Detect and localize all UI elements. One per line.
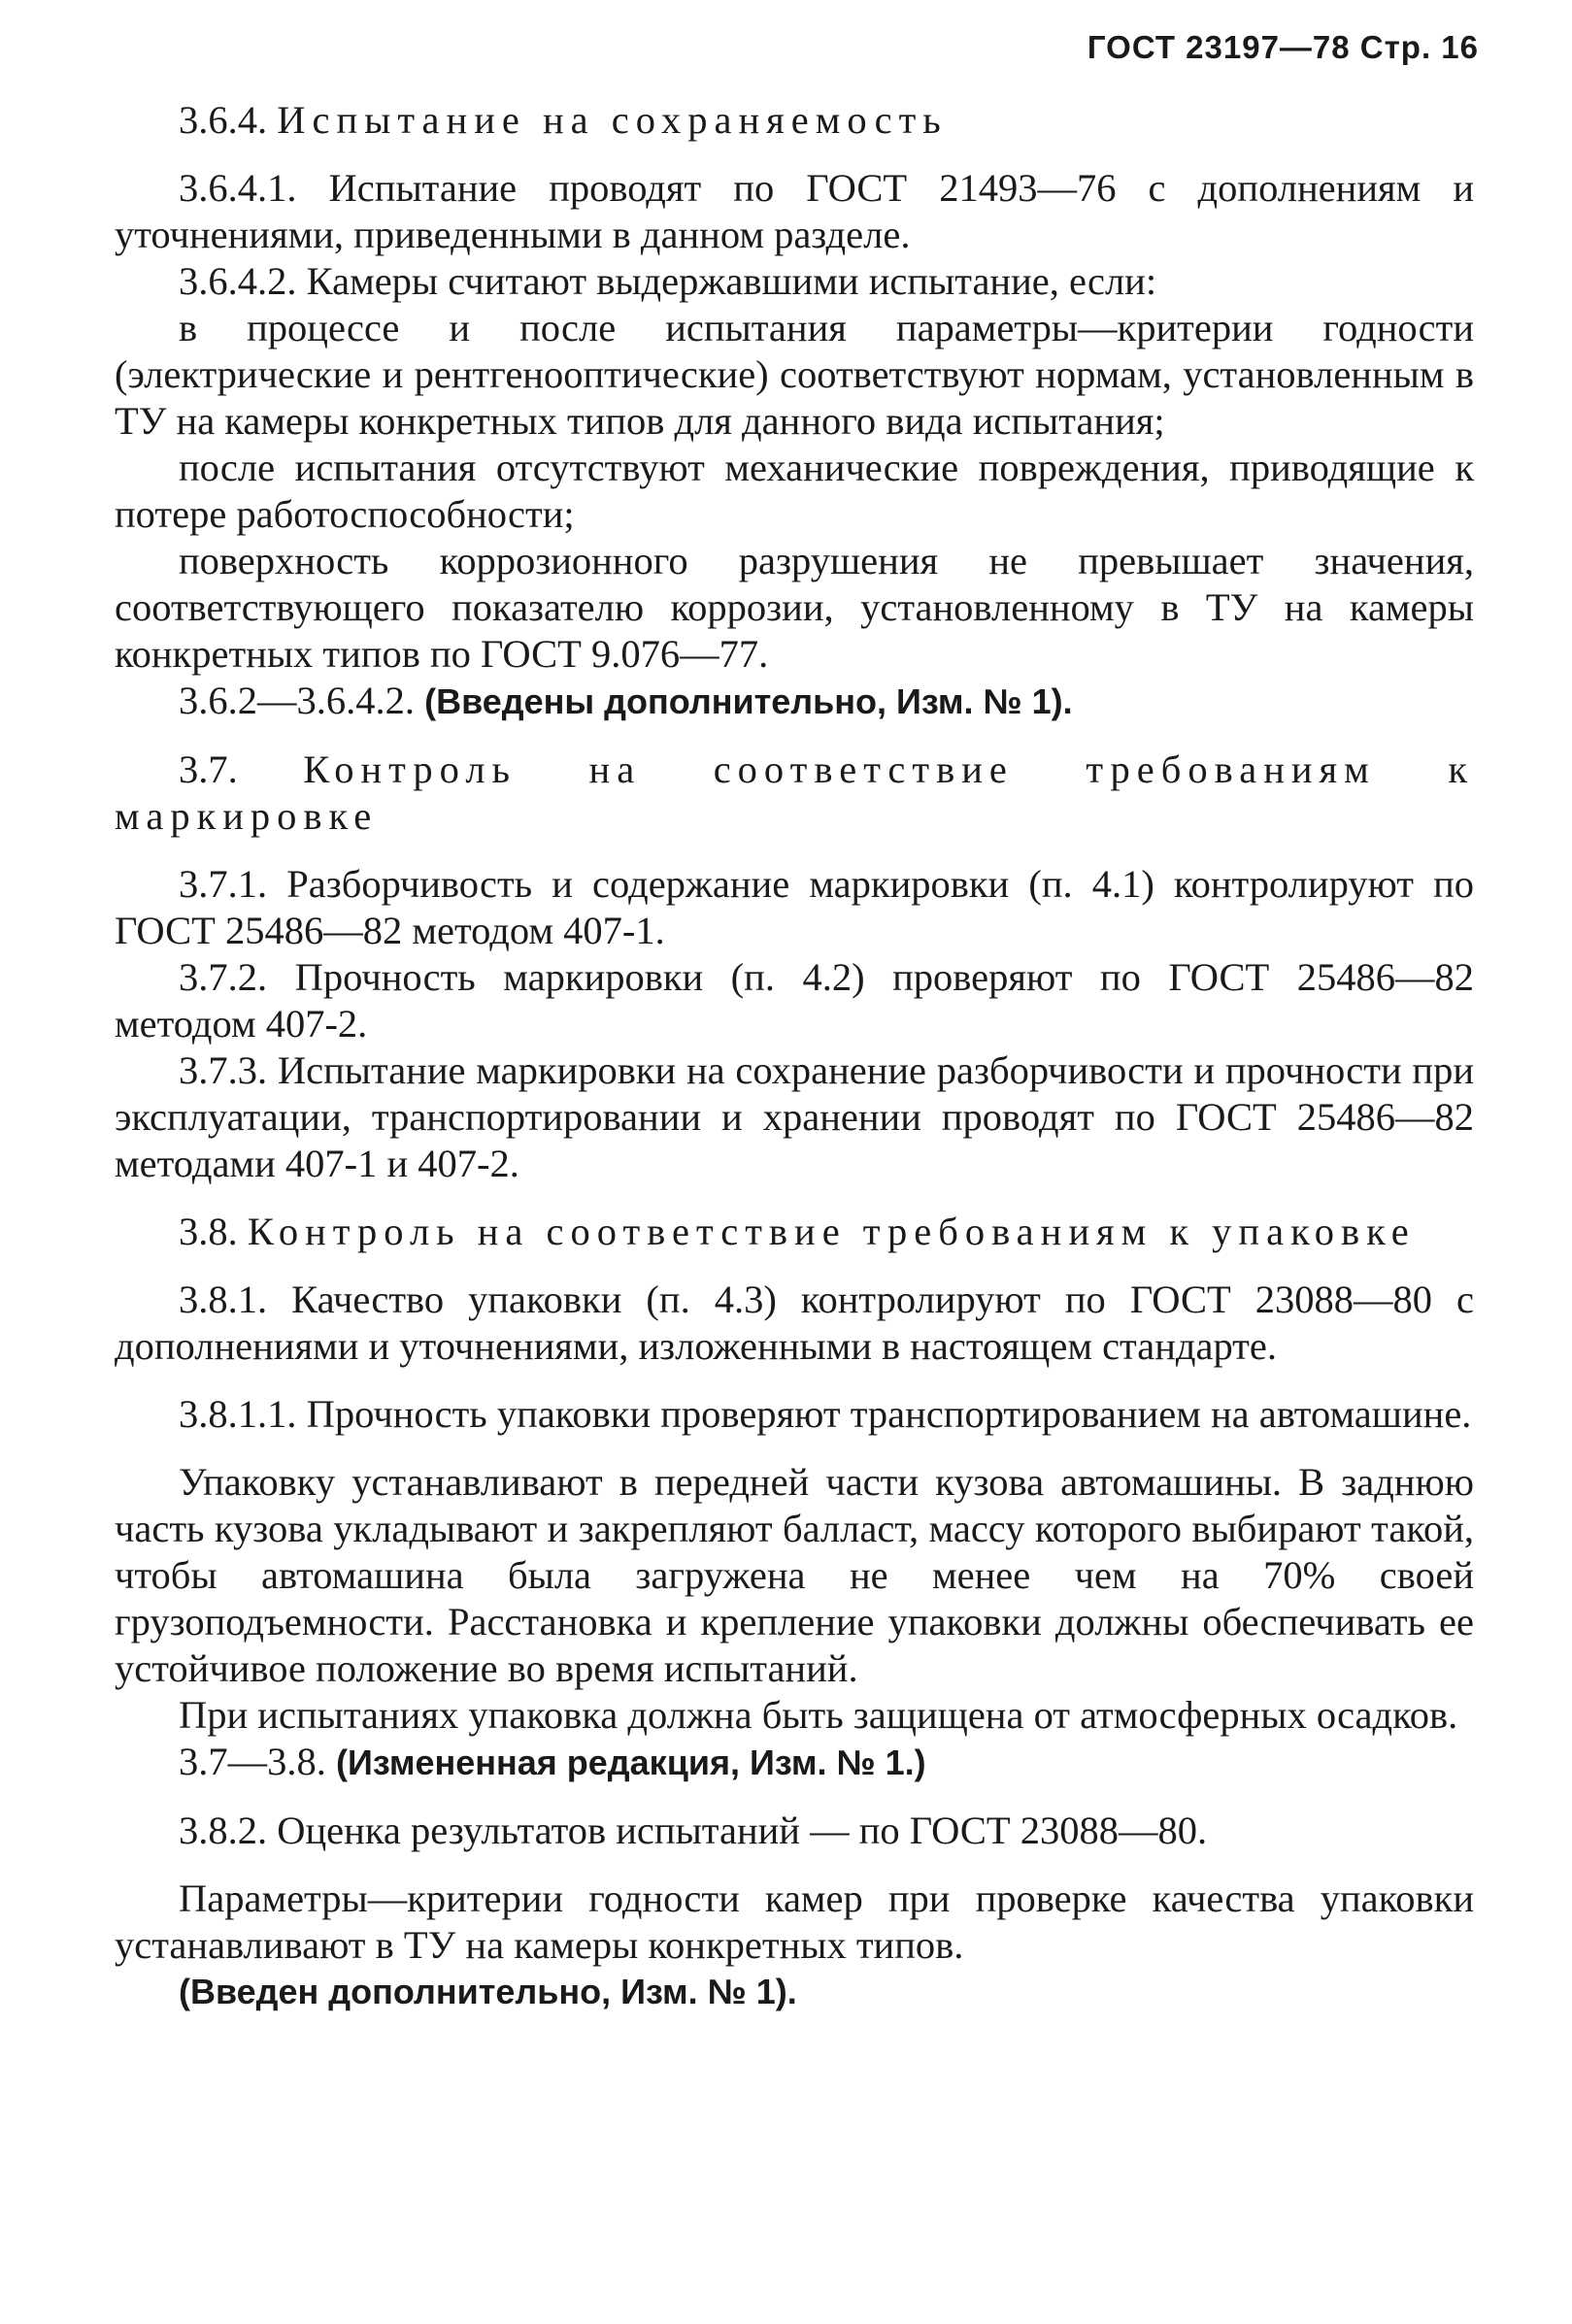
paragraph: Параметры—критерии годности камер при проверке качества упаковки устанавливают в ТУ на камеры конкретных типов.: [115, 1876, 1474, 1967]
section-heading-3-8: [115, 1209, 1474, 1255]
paragraph: При испытаниях упаковка должна быть защищена от атмосферных осадков.: [179, 1693, 1458, 1737]
section-heading-3-6-4: [115, 97, 1474, 144]
amendment-note: [115, 1739, 1474, 1786]
paragraph: 3.7.2. Прочность маркировки (п. 4.2) проверяют по ГОСТ 25486—82 методом 407-2.: [115, 955, 1474, 1046]
amendment-note: [115, 678, 1474, 725]
section-number: 3.7.: [179, 747, 238, 791]
document-body: [115, 97, 1474, 2015]
paragraph: 3.7.1. Разборчивость и содержание маркировки (п. 4.1) контролируют по ГОСТ 25486—82 методом 407-1.: [115, 862, 1474, 952]
amendment-note: (Введен дополнительно, Изм. № 1).: [179, 1972, 797, 2011]
paragraph: 3.8.1.1. Прочность упаковки проверяют транспортированием на автомашине.: [179, 1392, 1472, 1436]
section-title: Испытание на сохраняемость: [277, 98, 948, 142]
section-heading-3-7: [115, 747, 1474, 840]
paragraph: 3.6.4.2. Камеры считают выдержавшими испытание, если:: [179, 259, 1157, 303]
paragraph: поверхность коррозионного разрушения не превышает значения, соответствующего показателю коррозии, установленному в ТУ на камеры конкретных типов по ГОСТ 9.076—77.: [115, 539, 1474, 676]
paragraph: 3.6.4.1. Испытание проводят по ГОСТ 21493—76 с дополнениям и уточнениями, приведенными в данном разделе.: [115, 166, 1474, 256]
section-number: 3.8.: [179, 1210, 238, 1253]
note-number: 3.7—3.8.: [179, 1740, 326, 1783]
paragraph: в процессе и после испытания параметры—критерии годности (электрические и рентгенооптические) соответствуют нормам, установленным в ТУ на камеры конкретных типов для данного вида испытания;: [115, 306, 1474, 443]
paragraph: Упаковку устанавливают в передней части кузова автомашины. В заднюю часть кузова укладывают и закрепляют балласт, массу которого выбирают такой, чтобы автомашина была загружена не менее чем на 70% своей грузоподъемности. Расстановка и крепление упаковки должны обеспечивать ее устойчивое положение во время испытаний.: [115, 1460, 1474, 1690]
section-title: Контроль на соответствие требованиям к маркировке: [115, 747, 1474, 838]
note-text: (Введены дополнительно, Изм. № 1).: [424, 681, 1073, 721]
section-number: 3.6.4.: [179, 98, 268, 142]
paragraph: 3.7.3. Испытание маркировки на сохранение разборчивости и прочности при эксплуатации, транспортировании и хранении проводят по ГОСТ 25486—82 методами 407-1 и 407-2.: [115, 1048, 1474, 1185]
note-number: 3.6.2—3.6.4.2.: [179, 679, 415, 722]
page-header: ГОСТ 23197—78 Стр. 16: [1087, 29, 1479, 65]
section-title: Контроль на соответствие требованиям к упаковке: [247, 1210, 1416, 1253]
note-text: (Измененная редакция, Изм. № 1.): [336, 1743, 926, 1782]
paragraph: 3.8.1. Качество упаковки (п. 4.3) контролируют по ГОСТ 23088—80 с дополнениями и уточнениями, изложенными в настоящем стандарте.: [115, 1278, 1474, 1368]
paragraph: 3.8.2. Оценка результатов испытаний — по ГОСТ 23088—80.: [179, 1809, 1208, 1852]
paragraph: после испытания отсутствуют механические повреждения, приводящие к потере работоспособности;: [115, 446, 1474, 536]
